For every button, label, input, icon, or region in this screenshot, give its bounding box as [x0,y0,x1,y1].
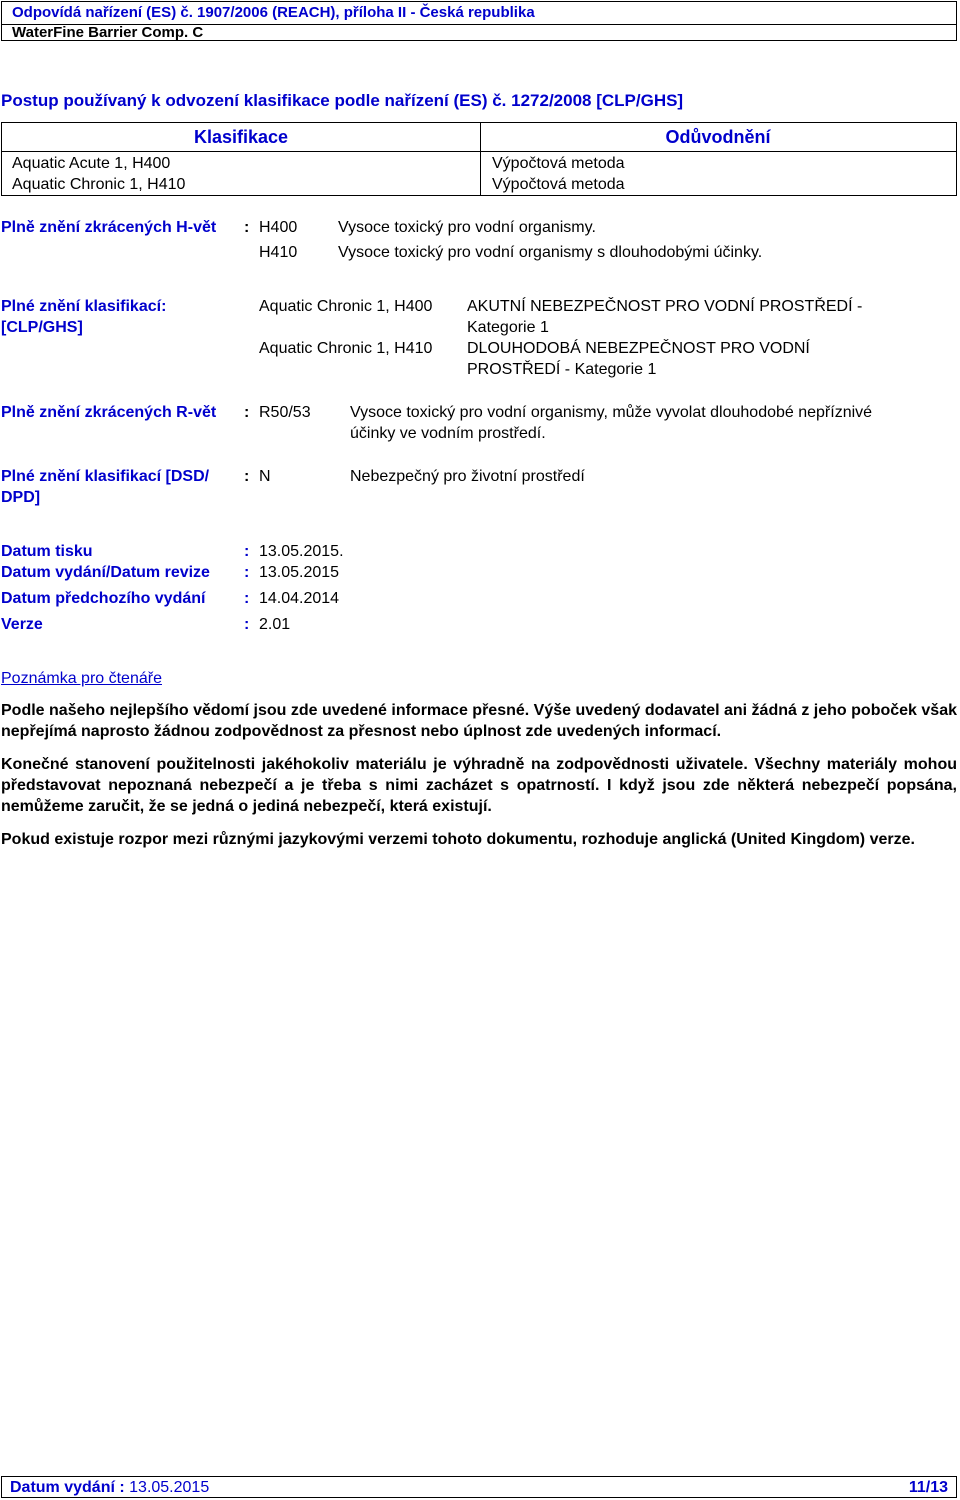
r-code: R50/53 [259,404,311,421]
regulation-title: Odpovídá nařízení (ES) č. 1907/2006 (REACH), příloha II - Česká republika [2,2,956,25]
reader-note-paragraph: Podle našeho nejlepšího vědomí jsou zde uvedené informace přesné. Výše uvedený dodavatel ani žádná z jeho poboček však nepřejímá naprosto žádnou zodpovědnost za přesnost nebo úplnost zde uvedených informací. [1,702,957,740]
reader-note-paragraph: Konečné stanovení použitelnosti jakéhokoliv materiálu je výhradně na zodpovědnosti uživatele. Všechny materiály mohou představovat nepoznaná nebezpečí a je třeba s nimi zacházet s opatrností. I když jsou zde některá nebezpečí popsána, nemůžeme zaručit, že se jedná o jediná nebezpečí, která existují. [1,756,957,815]
r-text: účinky ve vodním prostředí. [350,425,546,442]
h-statements-colon: : [244,219,250,236]
page-number: 11/13 [908,1479,948,1496]
column-header-classification: Klasifikace [193,127,289,147]
footer-issue-value: 13.05.2015 [129,1479,210,1496]
h-text: Vysoce toxický pro vodní organismy s dlouhodobými účinky. [338,244,763,261]
table-divider [2,151,956,152]
product-name: WaterFine Barrier Comp. C [12,24,204,41]
h-code: H410 [259,244,298,261]
column-header-justification: Odůvodnění [665,127,771,147]
document-header [1,1,957,41]
reader-note-title: Poznámka pro čtenáře [1,670,162,687]
clp-label: Plné znění klasifikací: [1,298,167,315]
date-colon: : [244,590,250,607]
clp-code: Aquatic Chronic 1, H410 [259,340,433,357]
date-colon: : [244,543,250,560]
dsd-label: Plné znění klasifikací [DSD/ [1,468,210,485]
dsd-text: Nebezpečný pro životní prostředí [350,468,585,485]
classification-table [1,122,957,196]
r-statements-label: Plně znění zkrácených R-vět [1,404,217,421]
clp-code: Aquatic Chronic 1, H400 [259,298,433,315]
date-label: Datum vydání/Datum revize [1,564,210,581]
procedure-title: Postup používaný k odvození klasifikace podle nařízení (ES) č. 1272/2008 [CLP/GHS] [1,91,684,110]
clp-text: DLOUHODOBÁ NEBEZPEČNOST PRO VODNÍ [467,340,810,357]
reader-note-paragraph: Pokud existuje rozpor mezi různými jazykovými verzemi tohoto dokumentu, rozhoduje anglická (United Kingdom) verze. [1,831,915,848]
table-cell: Výpočtová metoda [492,155,625,172]
date-value: 13.05.2015 [259,564,340,581]
clp-text: PROSTŘEDÍ - Kategorie 1 [467,361,657,378]
date-label: Verze [1,616,43,633]
footer-issue-date [10,1478,209,1497]
table-cell: Aquatic Chronic 1, H410 [12,176,186,193]
page-footer [1,1476,957,1498]
dsd-code: N [259,468,271,485]
date-colon: : [244,564,250,581]
date-colon: : [244,616,250,633]
r-statements-colon: : [244,404,250,421]
dsd-label: DPD] [1,489,41,506]
footer-issue-label: Datum vydání : [10,1479,125,1496]
date-value: 14.04.2014 [259,590,340,607]
date-label: Datum tisku [1,543,93,560]
r-text: Vysoce toxický pro vodní organismy, může vyvolat dlouhodobé nepříznivé [350,404,873,421]
clp-text: Kategorie 1 [467,319,549,336]
table-cell: Aquatic Acute 1, H400 [12,155,171,172]
date-value: 2.01 [259,616,291,633]
date-value: 13.05.2015. [259,543,344,560]
h-statements-label: Plně znění zkrácených H-vět [1,219,217,236]
date-label: Datum předchozího vydání [1,590,206,607]
clp-label: [CLP/GHS] [1,319,83,336]
table-cell: Výpočtová metoda [492,176,625,193]
h-text: Vysoce toxický pro vodní organismy. [338,219,596,236]
clp-text: AKUTNÍ NEBEZPEČNOST PRO VODNÍ PROSTŘEDÍ - [467,298,863,315]
dsd-colon: : [244,468,250,485]
h-code: H400 [259,219,298,236]
reader-note-body [1,700,957,862]
